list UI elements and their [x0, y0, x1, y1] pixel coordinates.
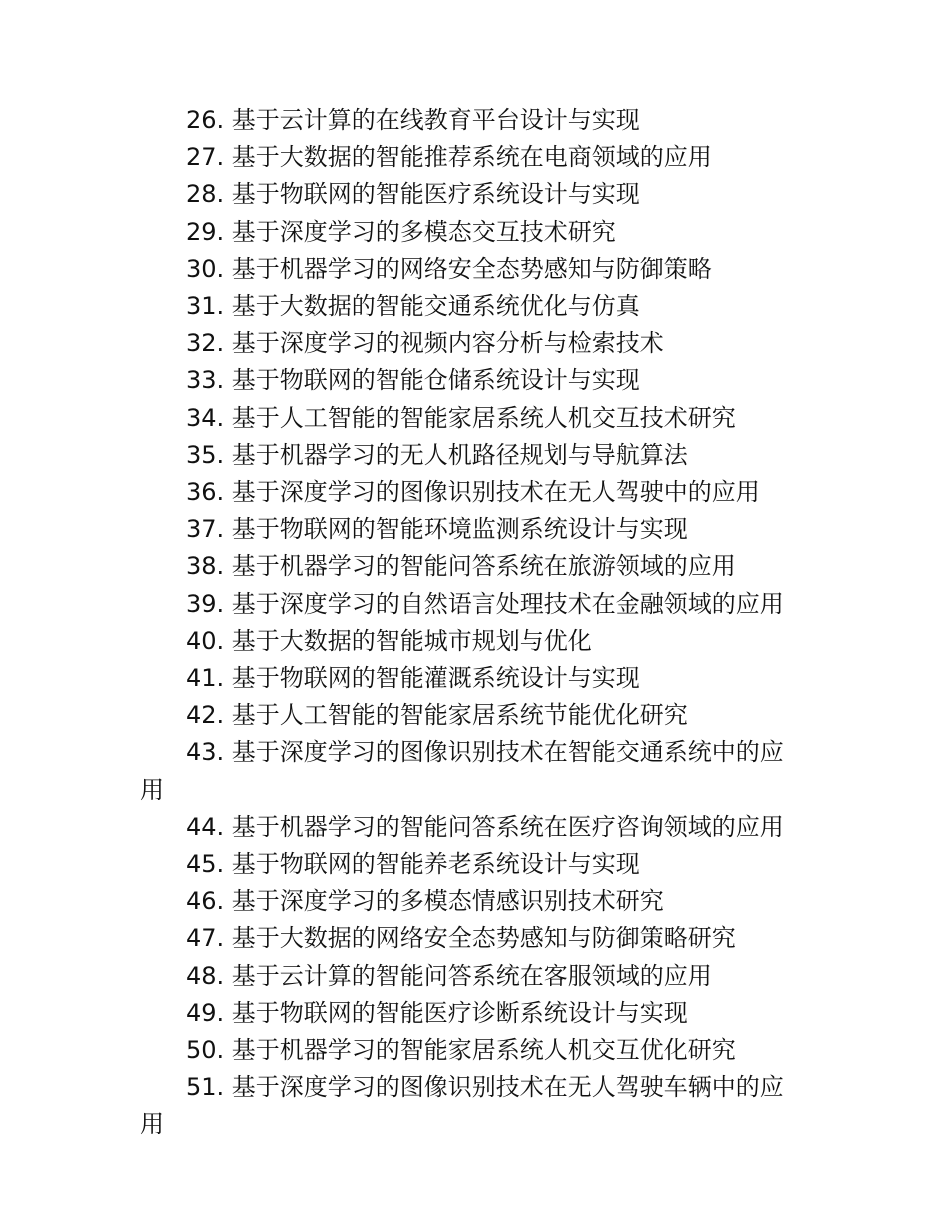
list-item: 27. 基于大数据的智能推荐系统在电商领域的应用 [186, 143, 712, 172]
list-item: 50. 基于机器学习的智能家居系统人机交互优化研究 [186, 1036, 736, 1065]
list-item: 51. 基于深度学习的图像识别技术在无人驾驶车辆中的应用 [140, 1073, 784, 1139]
list-item: 49. 基于物联网的智能医疗诊断系统设计与实现 [186, 998, 688, 1027]
list-item: 42. 基于人工智能的智能家居系统节能优化研究 [186, 701, 688, 730]
list-item: 40. 基于大数据的智能城市规划与优化 [186, 626, 592, 655]
list-item: 39. 基于深度学习的自然语言处理技术在金融领域的应用 [186, 589, 784, 618]
list-item: 30. 基于机器学习的网络安全态势感知与防御策略 [186, 254, 712, 283]
list-item: 32. 基于深度学习的视频内容分析与检索技术 [186, 329, 664, 358]
list-item: 37. 基于物联网的智能环境监测系统设计与实现 [186, 515, 688, 544]
list-item: 36. 基于深度学习的图像识别技术在无人驾驶中的应用 [186, 478, 760, 507]
list-item: 33. 基于物联网的智能仓储系统设计与实现 [186, 366, 640, 395]
list-item: 43. 基于深度学习的图像识别技术在智能交通系统中的应用 [140, 738, 784, 804]
list-item: 46. 基于深度学习的多模态情感识别技术研究 [186, 887, 664, 916]
list-item: 48. 基于云计算的智能问答系统在客服领域的应用 [186, 961, 712, 990]
list-item: 34. 基于人工智能的智能家居系统人机交互技术研究 [186, 403, 736, 432]
list-item: 38. 基于机器学习的智能问答系统在旅游领域的应用 [186, 552, 736, 581]
list-item: 41. 基于物联网的智能灌溉系统设计与实现 [186, 664, 640, 693]
topic-list [140, 102, 805, 1144]
list-item: 35. 基于机器学习的无人机路径规划与导航算法 [186, 440, 688, 469]
list-item: 31. 基于大数据的智能交通系统优化与仿真 [186, 292, 640, 321]
list-item: 28. 基于物联网的智能医疗系统设计与实现 [186, 180, 640, 209]
list-item: 45. 基于物联网的智能养老系统设计与实现 [186, 850, 640, 879]
list-item: 44. 基于机器学习的智能问答系统在医疗咨询领域的应用 [186, 812, 784, 841]
list-item: 47. 基于大数据的网络安全态势感知与防御策略研究 [186, 924, 736, 953]
list-item: 29. 基于深度学习的多模态交互技术研究 [186, 217, 616, 246]
list-item: 26. 基于云计算的在线教育平台设计与实现 [186, 106, 640, 134]
